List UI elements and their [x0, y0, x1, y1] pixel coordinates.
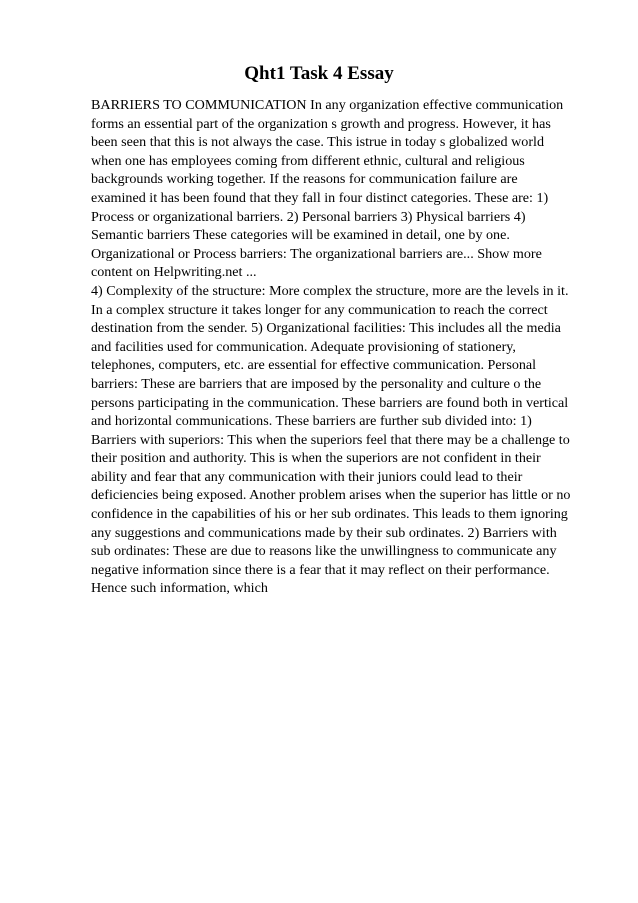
- body-line: BARRIERS TO COMMUNICATION In any organization effective communication: [91, 97, 564, 113]
- body-line: sub ordinates: These are due to reasons like the unwillingness to communicate any: [91, 543, 557, 560]
- body-line: ability and fear that any communication with their juniors could lead to their: [91, 468, 523, 485]
- body-line: destination from the sender. 5) Organizational facilities: This includes all the media: [91, 320, 561, 337]
- body-line: when one has employees coming from different ethnic, cultural and religious: [91, 152, 525, 169]
- body-line: Barriers with superiors: This when the superiors feel that there may be a challenge to: [91, 431, 570, 448]
- body-line: backgrounds working together. If the reasons for communication failure are: [91, 171, 518, 188]
- body-line: Organizational or Process barriers: The organizational barriers are... Show more: [91, 245, 542, 262]
- body-line: 4) Complexity of the structure: More complex the structure, more are the levels in it.: [91, 282, 569, 299]
- body-line: examined it has been found that they fall in four distinct categories. These are: 1): [91, 189, 549, 206]
- body-line: Hence such information, which: [91, 580, 268, 597]
- body-line: deficiencies being exposed. Another problem arises when the superior has little or no: [91, 487, 571, 504]
- body-line: and facilities used for communication. Adequate provisioning of stationery,: [91, 338, 516, 355]
- document-title: Qht1 Task 4 Essay: [244, 63, 394, 84]
- document-body: [91, 96, 603, 598]
- body-line: confidence in the capabilities of his or her sub ordinates. This leads to them ignoring: [91, 506, 568, 523]
- body-line: telephones, computers, etc. are essential for effective communication. Personal: [91, 357, 537, 374]
- body-line: and horizontal communications. These barriers are further sub divided into: 1): [91, 413, 532, 430]
- body-line: In a complex structure it takes longer for any communication to reach the correct: [91, 301, 548, 318]
- body-line: persons participating in the communication. These barriers are found both in vertical: [91, 394, 569, 411]
- body-line: content on Helpwriting.net ...: [91, 264, 257, 281]
- body-line: negative information since there is a fear that it may reflect on their performance.: [91, 561, 550, 578]
- body-line: been seen that this is not always the case. This istrue in today s globalized world: [91, 134, 544, 151]
- body-line: any suggestions and communications made by their sub ordinates. 2) Barriers with: [91, 524, 557, 541]
- body-line: barriers: These are barriers that are imposed by the personality and culture o the: [91, 375, 542, 392]
- body-line: their position and authority. This is when the superiors are not confident in their: [91, 450, 541, 467]
- body-line: Process or organizational barriers. 2) Personal barriers 3) Physical barriers 4): [91, 208, 526, 225]
- body-line: forms an essential part of the organization s growth and progress. However, it has: [91, 115, 551, 132]
- body-line: Semantic barriers These categories will be examined in detail, one by one.: [91, 227, 510, 244]
